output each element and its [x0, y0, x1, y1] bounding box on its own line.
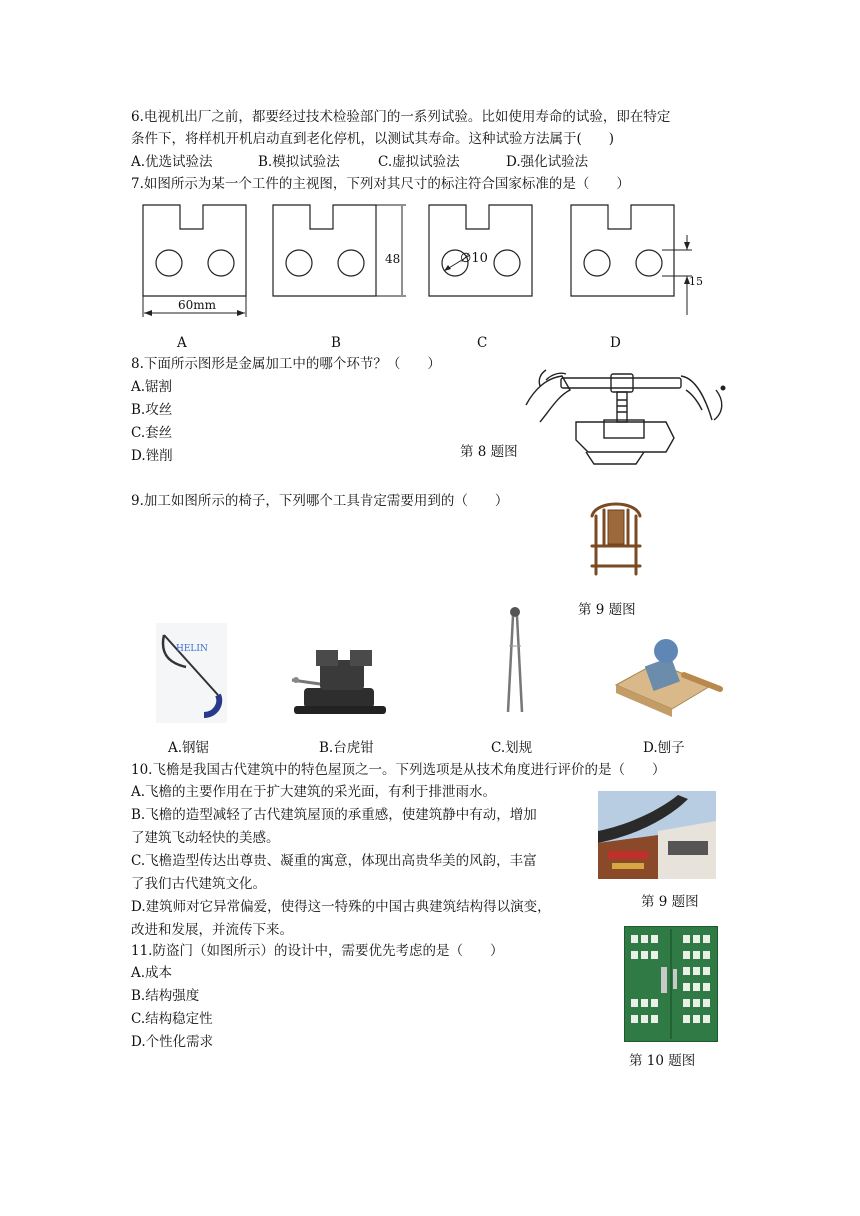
q10-option-c-line2: 了我们古代建筑文化。 [131, 876, 266, 892]
q7-stem: 7.如图所示为某一个工件的主视图，下列对其尺寸的标注符合国家标准的是（ ） [131, 176, 630, 192]
watermark-text: HELIN [176, 644, 208, 654]
q7-figure-a [140, 203, 252, 323]
q7-figure-b [270, 203, 420, 303]
q9-option-b: B.台虎钳 [319, 740, 374, 756]
q7-label-a: A [177, 335, 187, 351]
q6-option-b: B.模拟试验法 [258, 154, 340, 170]
q8-stem: 8.下面所示图形是金属加工中的哪个环节？（ ） [131, 356, 441, 372]
q7-dim-a: 60mm [178, 298, 217, 312]
q6-stem-line1: 6.电视机出厂之前，都要经过技术检验部门的一系列试验。比如使用寿命的试验，即在特定 [131, 109, 671, 125]
q7-dim-c: ∅10 [460, 251, 488, 266]
q8-option-a: A.锯割 [131, 379, 173, 395]
q6-option-d: D.强化试验法 [506, 154, 589, 170]
q7-label-b: B [331, 335, 341, 351]
q7-figure-d [568, 203, 708, 323]
q9-option-c: C.划规 [491, 740, 533, 756]
q8-option-b: B.攻丝 [131, 402, 173, 418]
q7-figure-c [426, 203, 538, 303]
bench-vise-image [290, 640, 390, 718]
q11-option-c: C.结构稳定性 [131, 1011, 213, 1027]
q10-stem: 10.飞檐是我国古代建筑中的特色屋顶之一。下列选项是从技术角度进行评价的是（ ） [131, 762, 666, 778]
q10-option-b-line1: B.飞檐的造型减轻了古代建筑屋顶的承重感，使建筑静中有动，增加 [131, 807, 537, 823]
q11-stem: 11.防盗门（如图所示）的设计中，需要优先考虑的是（ ） [131, 943, 504, 959]
security-door-image [624, 926, 718, 1042]
q10-option-c-line1: C.飞檐造型传达出尊贵、凝重的寓意，体现出高贵华美的风韵，丰富 [131, 853, 537, 869]
divider-compass-image [500, 606, 530, 716]
q7-label-c: C [477, 335, 488, 351]
q10-option-b-line2: 了建筑飞动轻快的美感。 [131, 830, 280, 846]
wood-plane-image [612, 633, 724, 713]
q11-option-d: D.个性化需求 [131, 1034, 214, 1050]
q10-option-d-line1: D.建筑师对它异常偏爱，使得这一特殊的中国古典建筑结构得以演变， [131, 899, 551, 915]
q6-option-a: A.优选试验法 [131, 154, 213, 170]
hacksaw-image [156, 623, 227, 723]
q7-dim-b: 48 [385, 252, 401, 266]
flying-eave-photo [598, 791, 716, 879]
q10-option-d-line2: 改进和发展，并流传下来。 [131, 922, 293, 938]
q11-option-a: A.成本 [131, 965, 173, 981]
q7-dim-d: 15 [689, 275, 703, 288]
q6-stem-line2: 条件下，将样机开机启动直到老化停机，以测试其寿命。这种试验方法属于( ) [131, 131, 615, 147]
q8-option-d: D.锉削 [131, 448, 173, 464]
q6-option-c: C.虚拟试验法 [378, 154, 460, 170]
q10-caption: 第 9 题图 [641, 894, 699, 910]
chair-image [582, 496, 650, 580]
q9-stem: 9.加工如图所示的椅子，下列哪个工具肯定需要用到的（ ） [131, 493, 509, 509]
q8-caption: 第 8 题图 [460, 444, 518, 460]
q9-option-d: D.刨子 [643, 740, 685, 756]
q9-option-a: A.钢锯 [168, 740, 210, 756]
tap-wrench-illustration [516, 360, 728, 470]
q8-option-c: C.套丝 [131, 425, 173, 441]
q11-option-b: B.结构强度 [131, 988, 200, 1004]
q9-caption: 第 9 题图 [578, 602, 636, 618]
q11-caption: 第 10 题图 [629, 1053, 696, 1069]
q7-label-d: D [610, 335, 621, 351]
q10-option-a: A.飞檐的主要作用在于扩大建筑的采光面，有利于排泄雨水。 [131, 784, 497, 800]
